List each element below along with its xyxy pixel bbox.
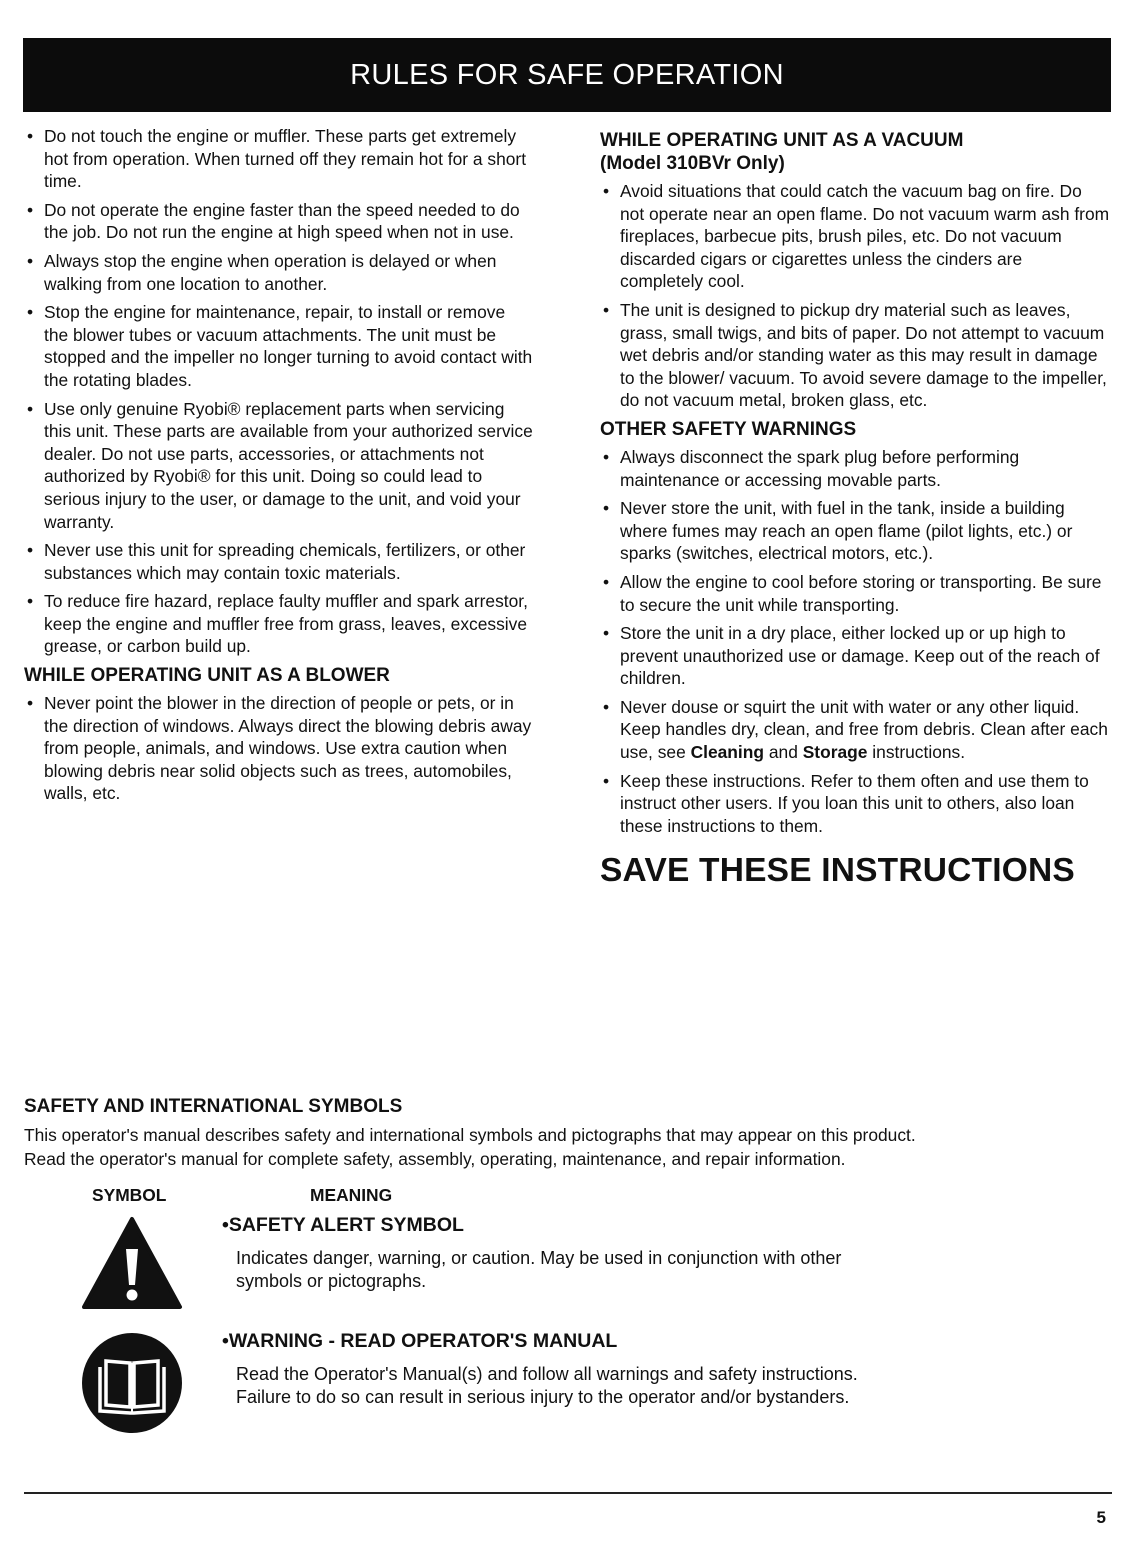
list-item: • To reduce fire hazard, replace faulty muffler and spark arrestor, keep the engine and muffler free from grass, leaves, excessive grease, or carbon build up. (24, 590, 534, 658)
storage-ref: Storage (802, 742, 868, 763)
blower-heading: WHILE OPERATING UNIT AS A BLOWER (24, 665, 390, 687)
list-item: • Use only genuine Ryobi® replacement parts when servicing this unit. These parts are available from your authorized service dealer. Do not use parts, accessories, or attachments not authorized by Ryobi® for this unit. Doing so could lead to serious injury to the user, or damage to the unit, and void your warranty. (24, 398, 534, 534)
read-manual-desc-line1: Read the Operator's Manual(s) and follow all warnings and safety instructions. (236, 1364, 858, 1384)
blower-rules-list (24, 692, 534, 805)
vacuum-rules-list (600, 180, 1110, 412)
vacuum-heading-line2: (Model 310BVr Only) (600, 153, 785, 174)
read-manual-meaning (222, 1329, 858, 1409)
safety-alert-meaning (222, 1213, 841, 1293)
safety-alert-desc-line1: Indicates danger, warning, or caution. May be used in conjunction with other (236, 1248, 842, 1268)
symbol-column-header: SYMBOL (92, 1185, 167, 1205)
left-column (24, 125, 534, 811)
read-manual-description (222, 1363, 858, 1409)
list-item: • Do not touch the engine or muffler. These parts get extremely hot from operation. When turned off they remain hot for a short time. (24, 125, 534, 193)
safety-alert-triangle-icon (80, 1215, 184, 1316)
list-item: • Do not operate the engine faster than the speed needed to do the job. Do not run the engine at high speed when not in use. (24, 199, 534, 244)
other-warnings-list (600, 446, 1110, 838)
symbols-section (24, 1095, 1114, 1445)
list-item: • Allow the engine to cool before storing or transporting. Be sure to secure the unit while transporting. (600, 571, 1110, 616)
safety-alert-title: • SAFETY ALERT SYMBOL (222, 1213, 841, 1237)
safety-alert-desc-line2: symbols or pictographs. (236, 1271, 427, 1291)
douse-and: and (764, 742, 803, 763)
footer-rule (24, 1492, 1112, 1494)
vacuum-heading-line1: WHILE OPERATING UNIT AS A VACUUM (600, 130, 964, 151)
save-instructions-title: SAVE THESE INSTRUCTIONS (600, 852, 1075, 890)
general-rules-list (24, 125, 534, 658)
cleaning-ref: Cleaning (690, 742, 765, 763)
symbol-row-safety-alert (24, 1209, 1114, 1325)
other-warnings-heading: OTHER SAFETY WARNINGS (600, 418, 857, 440)
list-item: • Avoid situations that could catch the vacuum bag on fire. Do not operate near an open flame. Do not vacuum warm ash from fireplaces, barbecue pits, brush piles, etc. Do not vacuum discarded cigars or cigarettes unless the cinders are completely cool. (600, 180, 1110, 293)
douse-text: Never douse or squirt the unit with water or any other liquid. Keep handles dry, clean, and free from debris. Clean after each use, see (620, 696, 1108, 763)
read-manual-title: • WARNING - READ OPERATOR'S MANUAL (222, 1329, 858, 1353)
page-number: 5 (1096, 1508, 1106, 1527)
list-item: • Stop the engine for maintenance, repair, to install or remove the blower tubes or vacuum attachments. The unit must be stopped and the impeller no longer turning to avoid contact with the rotating blades. (24, 301, 534, 391)
symbols-intro (24, 1123, 1114, 1171)
list-item: • The unit is designed to pickup dry material such as leaves, grass, small twigs, and bits of paper. Do not attempt to vacuum wet debris and/or standing water as this may result in damage to the blower/ vacuum. To avoid severe damage to the impeller, do not vacuum metal, broken glass, etc. (600, 299, 1110, 412)
symbols-intro-line1: This operator's manual describes safety and international symbols and pictographs that may appear on this product. (24, 1125, 916, 1145)
vacuum-heading (600, 129, 1110, 175)
list-item: • Store the unit in a dry place, either locked up or up high to prevent unauthorized use or damage. Keep out of the reach of children. (600, 622, 1110, 690)
symbols-title: SAFETY AND INTERNATIONAL SYMBOLS (24, 1096, 403, 1117)
symbol-row-read-manual (24, 1325, 1114, 1445)
douse-text-end: instructions. (867, 742, 966, 763)
meaning-column-header: MEANING (310, 1185, 393, 1205)
list-item: • Never point the blower in the direction of people or pets, or in the direction of windows. Always direct the blowing debris away from people, animals, and windows. Use extra caution when blowing debris near solid objects such as trees, automobiles, walls, etc. (24, 692, 534, 805)
page-banner: RULES FOR SAFE OPERATION (23, 38, 1111, 112)
symbols-table-header (24, 1181, 1114, 1209)
list-item (600, 696, 1110, 764)
read-manual-icon (80, 1331, 184, 1440)
right-column (600, 125, 1110, 891)
list-item: • Never store the unit, with fuel in the tank, inside a building where fumes may reach an open flame (pilot lights, etc.) or sparks (switches, electrical motors, etc.). (600, 497, 1110, 565)
read-manual-desc-line2: Failure to do so can result in serious injury to the operator and/or bystanders. (236, 1387, 850, 1407)
list-item: • Always stop the engine when operation is delayed or when walking from one location to another. (24, 250, 534, 295)
list-item: • Never use this unit for spreading chemicals, fertilizers, or other substances which may contain toxic materials. (24, 539, 534, 584)
safety-alert-description (222, 1247, 841, 1293)
list-item: • Always disconnect the spark plug before performing maintenance or accessing movable parts. (600, 446, 1110, 491)
list-item: • Keep these instructions. Refer to them often and use them to instruct other users. If you loan this unit to others, also loan these instructions to them. (600, 770, 1110, 838)
symbols-intro-line2: Read the operator's manual for complete safety, assembly, operating, maintenance, and repair information. (24, 1149, 846, 1169)
